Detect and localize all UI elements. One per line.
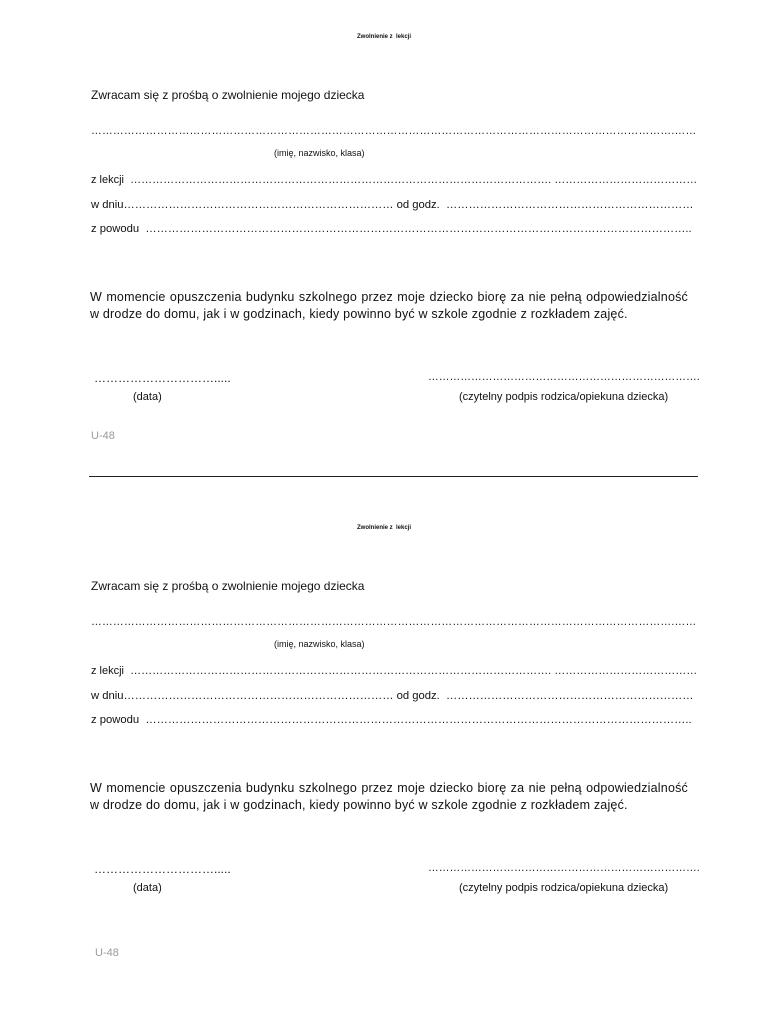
date-caption: (data) [133, 391, 162, 403]
responsibility-statement: W momencie opuszczenia budynku szkolnego przez moje dziecko biorę za nie pełną odpowiedzialność w drodze do domu, jak i w godzinach, kiedy powinno być w szkole zgodnie z rozkładem zajęć. [90, 290, 688, 321]
signature-field[interactable]: …………………………………………………………………. [428, 862, 700, 874]
date-time-field[interactable]: w dniu……………………………………………………………… od godz. ………………………………………………………… [91, 690, 694, 702]
student-name-field[interactable]: …………………………………………………………………………………………………………………………………………….…… [91, 125, 697, 137]
signature-caption: (czytelny podpis rodzica/opiekuna dziecka) [459, 882, 669, 894]
date-caption: (data) [133, 882, 162, 894]
responsibility-statement: W momencie opuszczenia budynku szkolnego przez moje dziecko biorę za nie pełną odpowiedzialność w drodze do domu, jak i w godzinach, kiedy powinno być w szkole zgodnie z rozkładem zajęć. [90, 781, 688, 812]
lesson-field[interactable]: z lekcji ……………………………………………………………………………………………………. ………………………………… [91, 174, 698, 186]
signature-caption: (czytelny podpis rodzica/opiekuna dziecka) [459, 391, 669, 403]
form-title: Zwolnienie z lekcji [356, 34, 411, 40]
request-text: Zwracam się z prośbą o zwolnienie mojego dziecka [91, 88, 365, 102]
date-time-field[interactable]: w dniu……………………………………………………………… od godz. ………………………………………………………… [91, 199, 694, 211]
cut-line-divider [89, 476, 698, 477]
form-code: U-48 [95, 947, 119, 959]
student-name-field[interactable]: …………………………………………………………………………………………………………………………………………….…… [91, 616, 697, 628]
form-title: Zwolnienie z lekcji [356, 525, 411, 531]
date-field[interactable]: …………………………..... [94, 371, 231, 385]
student-name-caption: (imię, nazwisko, klasa) [274, 148, 365, 158]
student-name-caption: (imię, nazwisko, klasa) [274, 639, 365, 649]
reason-field[interactable]: z powodu ……………………………………………………………………………………………………………………………….. [91, 223, 692, 235]
request-text: Zwracam się z prośbą o zwolnienie mojego dziecka [91, 579, 365, 593]
signature-field[interactable]: …………………………………………………………………. [428, 371, 700, 383]
form-code: U-48 [91, 430, 115, 442]
date-field[interactable]: …………………………..... [94, 862, 231, 876]
reason-field[interactable]: z powodu ……………………………………………………………………………………………………………………………….. [91, 714, 692, 726]
lesson-field[interactable]: z lekcji ……………………………………………………………………………………………………. ………………………………… [91, 665, 698, 677]
